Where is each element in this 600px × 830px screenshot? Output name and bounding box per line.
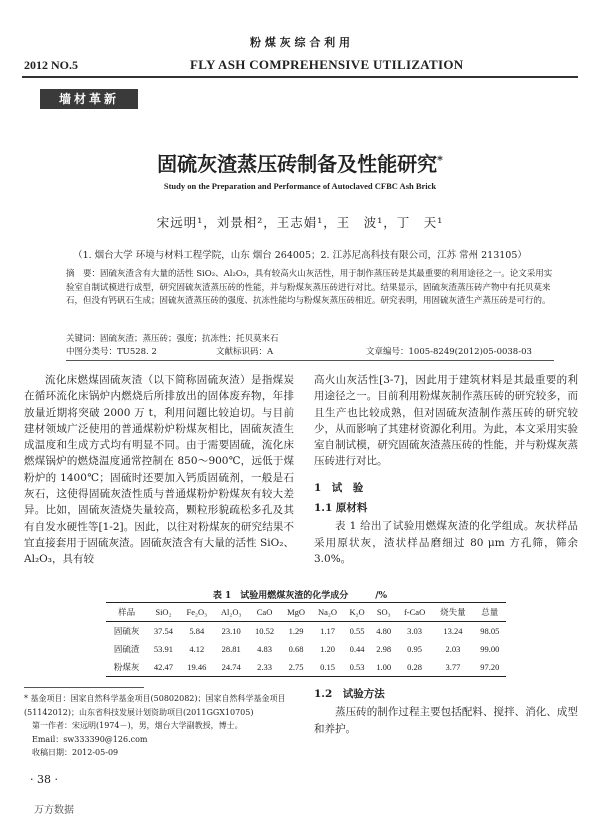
- section-heading-1-2: 1.2 试验方法: [314, 688, 385, 700]
- footnote-received: 收稿日期：2012-05-09: [32, 748, 119, 757]
- table-cell: 4.83: [257, 644, 272, 654]
- journal-name-en: FLY ASH COMPREHENSIVE UTILIZATION: [190, 57, 464, 72]
- table-cell: 4.12: [189, 644, 205, 654]
- body-right-paragraph-3: 蒸压砖的制作过程主要包括配料、搅拌、消化、成型和养护。: [314, 706, 578, 735]
- table-row: [106, 658, 506, 677]
- clc-number: 中图分类号：TU528. 2: [66, 347, 157, 357]
- abstract: 摘 要：固硫灰渣含有大量的活性 SiO₂、Al₂O₃，具有较高火山灰活性，用于制作蒸压砖是其最重要的利用途径之一。论文采用实验室自制试模进行成型，研究固硫灰渣蒸压砖的性能，并与粉煤灰蒸压砖进行对比。结果显示，固硫灰渣蒸压砖产物中有托贝莫来石，但没有钙矾石生成；固硫灰渣蒸压砖的强度、抗冻性能均与粉煤灰蒸压砖相近。研究表明，用固硫灰渣生产蒸压砖是可行的。: [66, 269, 553, 306]
- table-header-cell: CaO: [256, 607, 273, 617]
- table-cell: 0.68: [288, 644, 304, 654]
- table-cell: 2.03: [445, 644, 461, 654]
- table-cell: 10.52: [254, 626, 275, 636]
- title-text: 固硫灰渣蒸压砖制备及性能研究: [157, 152, 438, 176]
- table-cell: 固硫灰: [113, 626, 140, 636]
- body-right-paragraph-1: 高火山灰活性[3-7]，因此用于建筑材料是其最重要的利用途径之一。目前利用粉煤灰制作蒸压砖的研究较多，而且生产也比较成熟，但对固硫灰渣制作蒸压砖的研究较少，从而影响了其建材资源化利用。为此，本文采用实验室自制试模，研究固硫灰渣蒸压砖的性能，并与粉煤灰蒸压砖进行对比。: [314, 374, 578, 468]
- table-cell: 固硫渣: [113, 644, 140, 654]
- document-code: 文献标识码：A: [216, 347, 274, 357]
- keywords: 关键词：固硫灰渣；蒸压砖；强度；抗冻性；托贝莫来石: [66, 334, 279, 344]
- table-header-cell: K₂O: [349, 607, 365, 617]
- table-title: 表 1 试验用燃煤灰渣的化学成分 /%: [212, 591, 388, 601]
- table-cell: 19.46: [187, 662, 207, 672]
- table-header-cell: SO₃: [376, 607, 391, 617]
- body-right-column: [314, 372, 578, 567]
- table-cell: 3.77: [445, 662, 461, 672]
- footnotes: [24, 692, 294, 760]
- table-header-row: [106, 603, 506, 622]
- author-list: 宋远明¹，刘景相²，王志娟¹，王 波¹，丁 天¹: [156, 215, 444, 230]
- table-cell: 24.74: [221, 662, 241, 672]
- table-cell: 99.00: [480, 644, 500, 654]
- table-cell: 2.33: [257, 662, 272, 672]
- table-row: [106, 640, 506, 658]
- section-heading-1: 1 试 验: [314, 481, 364, 494]
- table-cell: 0.28: [407, 662, 423, 672]
- table-cell: 98.05: [480, 626, 500, 636]
- composition-table: [106, 602, 506, 677]
- journal-name-cn: 粉 煤 灰 综 合 利 用: [250, 36, 350, 49]
- table-header-cell: Na₂O: [318, 607, 338, 617]
- source-watermark: 万方数据: [34, 805, 74, 816]
- table-header-cell: Al₂O₃: [220, 607, 242, 617]
- paper-title: [0, 148, 600, 177]
- table-cell: 3.03: [407, 626, 423, 636]
- body-right-paragraph-2: 表 1 给出了试验用燃煤灰渣的化学组成。灰状样品采用原状灰，渣状样品磨细过 80 μm 方孔筛，筛余 3.0%。: [314, 520, 578, 565]
- table-cell: 粉煤灰: [113, 662, 140, 672]
- classification-line: [66, 345, 554, 357]
- table-cell: 42.47: [153, 662, 174, 672]
- footnote-rule: [24, 687, 144, 688]
- abstract-rule: [66, 360, 554, 361]
- table-cell: 0.55: [349, 626, 365, 636]
- section-tag: 墙材革新: [40, 89, 138, 109]
- table-cell: 4.80: [376, 626, 392, 636]
- table-cell: 0.53: [349, 662, 365, 672]
- table-row: [106, 622, 506, 641]
- table-cell: 1.00: [376, 662, 392, 672]
- affiliation: （1. 烟台大学 环境与材料工程学院，山东 烟台 264005；2. 江苏尼高科技有限公司，江苏 常州 213105）: [73, 250, 527, 261]
- table-header-cell: SiO₂: [155, 607, 172, 617]
- table-header-cell: Fe₂O₃: [186, 607, 208, 617]
- footnote-fund: * 基金项目：国家自然科学基金项目(50802082)；国家自然科学基金项目(51142012)；山东省科技发展计划资助项目(2011GGX10705): [24, 694, 286, 717]
- table-cell: 1.20: [320, 644, 335, 654]
- table-cell: 37.54: [153, 626, 174, 636]
- table-cell: 53.91: [153, 644, 174, 654]
- section-heading-1-1: 1.1 原材料: [314, 502, 368, 515]
- header-rule: [22, 76, 578, 78]
- table-cell: 97.20: [480, 662, 500, 672]
- paper-subtitle-en: Study on the Preparation and Performance of Autoclaved CFBC Ash Brick: [163, 181, 437, 191]
- table-cell: 0.44: [349, 644, 365, 654]
- table-header-cell: 烧失量: [440, 607, 466, 617]
- table-cell: 2.98: [376, 644, 392, 654]
- table-cell: 13.24: [443, 626, 463, 636]
- body-left-column: 流化床燃煤固硫灰渣（以下简称固硫灰渣）是指煤炭在循环流化床锅炉内燃烧后所排放出的固体废弃物，年排放量近期将突破 2000 万 t，利用问题比较迫切。与目前建材领域广泛使用的普通煤粉炉粉煤灰相比，固硫灰渣生成温度和生成方式均有明显不同。由于需要固硫，流化床燃煤锅炉的燃烧温度通常控制在 850～900℃，远低于煤粉炉的 1400℃；固硫时还要加入钙质固硫剂，一般是石灰石，这使得固硫灰渣性质与普通煤粉炉粉煤灰有较大差异。比如，固硫灰渣烧失量较高，颗粒形貌疏松多孔及其有自发水硬性等[1-2]。因此，以往对粉煤灰的研究结果不宜直接套用于固硫灰渣。固硫灰渣含有大量的活性 SiO₂、Al₂O₃，具有较: [24, 374, 294, 566]
- table-header-cell: f-CaO: [403, 607, 426, 617]
- table-header-cell: MgO: [287, 607, 306, 617]
- table-cell: 2.75: [288, 662, 304, 672]
- table-cell: 0.95: [407, 644, 423, 654]
- footnote-email: Email：sw333390@126.com: [32, 734, 148, 744]
- table-header-cell: 样品: [118, 607, 136, 617]
- article-number: 文章编号：1005-8249(2012)05-0038-03: [366, 347, 532, 357]
- body-right-lower: [314, 686, 578, 737]
- table-cell: 23.10: [221, 626, 241, 636]
- table-cell: 28.81: [221, 644, 241, 654]
- issue-number: 2012 NO.5: [24, 58, 78, 72]
- table-cell: 0.15: [320, 662, 335, 672]
- page-number: · 38 ·: [30, 773, 58, 786]
- title-footnote-mark: *: [437, 153, 443, 167]
- table-cell: 1.17: [320, 626, 335, 636]
- table-cell: 1.29: [288, 626, 304, 636]
- table-header-cell: 总量: [481, 607, 499, 617]
- footnote-author: 第一作者：宋远明(1974－)，男，烟台大学副教授，博士。: [32, 721, 243, 730]
- table-cell: 5.84: [189, 626, 205, 636]
